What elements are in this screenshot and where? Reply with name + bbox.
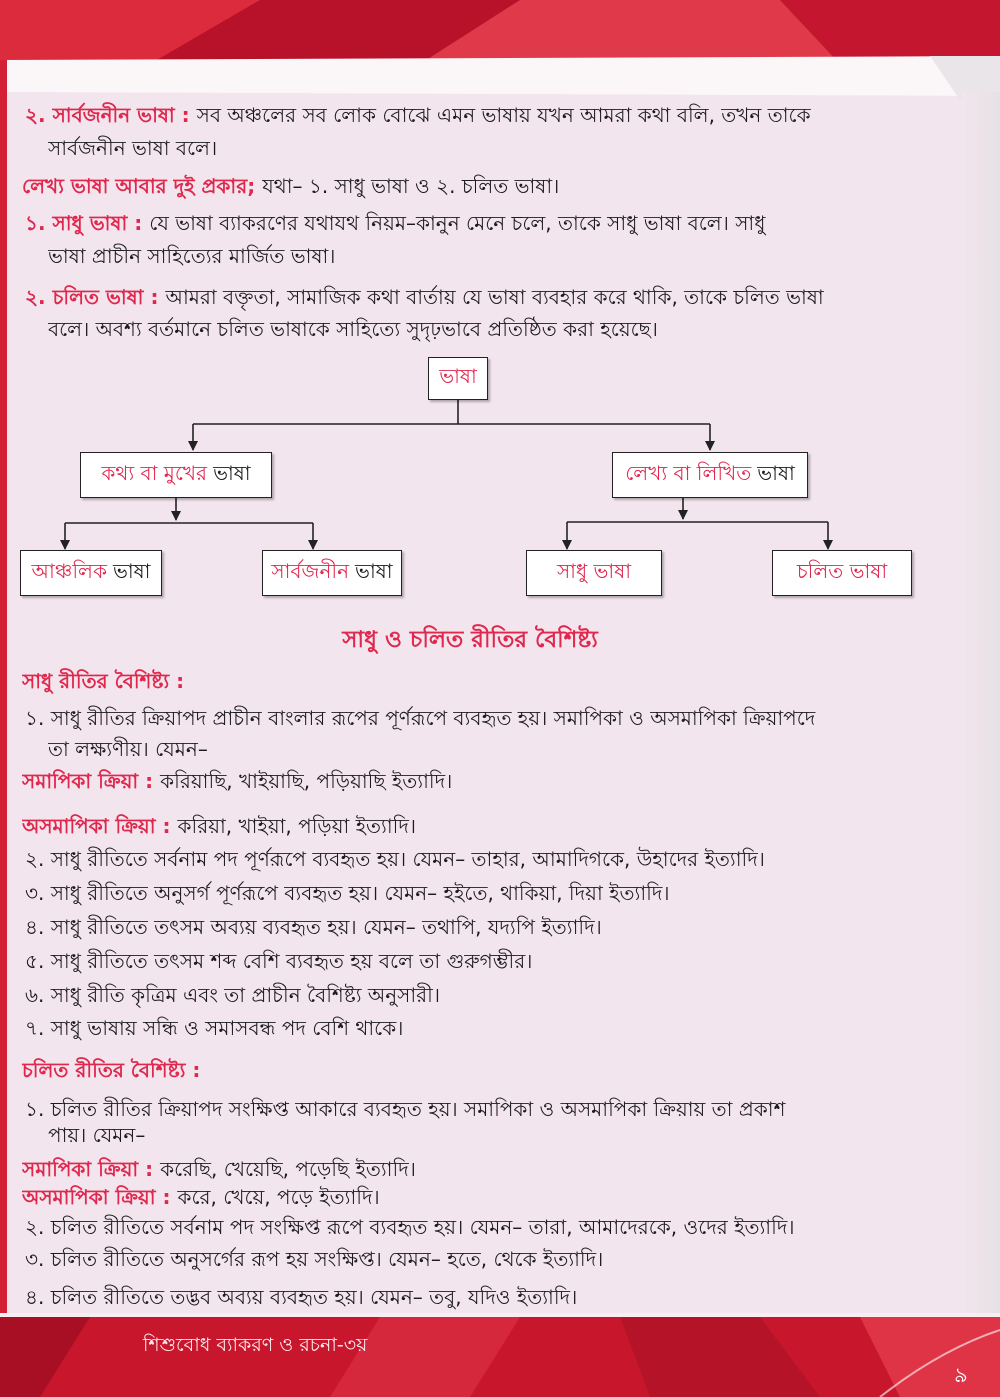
definition-label: ১. সাধু ভাষা : — [25, 211, 143, 235]
box-label: সাধু ভাষা — [556, 558, 632, 583]
definition-text: যে ভাষা ব্যাকরণের যথাযথ নিয়ম–কানুন মেনে চলে, তাকে সাধু ভাষা বলে। সাধু — [149, 211, 766, 235]
sadhu-point-5: ৫. সাধু রীতিতে তৎসম শব্দ বেশি ব্যবহৃত হয় বলে তা গুরুগম্ভীর। — [25, 949, 533, 973]
diagram-regional-box — [20, 550, 162, 596]
sadhu-nonfinite-verb-line — [22, 811, 962, 841]
box-qualifier: কথ্য বা মুখের — [101, 460, 208, 485]
finite-verb-examples: করেছি, খেয়েছি, পড়েছি ইত্যাদি। — [160, 1157, 416, 1181]
sadhu-finite-verb-line — [22, 766, 962, 796]
page-number: ৯ — [954, 1363, 968, 1387]
definition-text: ভাষা প্রাচীন সাহিত্যের মার্জিত ভাষা। — [48, 244, 336, 268]
diagram-spoken-box — [80, 452, 272, 498]
finite-verb-examples: করিয়াছি, খাইয়াছি, পড়িয়াছি ইত্যাদি। — [160, 769, 453, 793]
finite-verb-label: সমাপিকা ক্রিয়া : — [22, 1157, 154, 1181]
sadhu-point-7: ৭. সাধু ভাষায় সন্ধি ও সমাসবন্ধ পদ বেশি থাকে। — [25, 1016, 404, 1040]
definition-text: বলে। অবশ্য বর্তমানে চলিত ভাষাকে সাহিত্যে সুদৃঢ়ভাবে প্রতিষ্ঠিত করা হয়েছে। — [48, 317, 658, 341]
cholito-point-1-line-1: ১. চলিত রীতির ক্রিয়াপদ সংক্ষিপ্ত আকারে ব্যবহৃত হয়। সমাপিকা ও অসমাপিকা ক্রিয়ায় তা প্রকাশ — [25, 1097, 786, 1121]
diagram-written-box — [612, 452, 808, 498]
box-noun: ভাষা — [112, 558, 151, 583]
sadhu-point-6: ৬. সাধু রীতি কৃত্রিম এবং তা প্রাচীন বৈশিষ্ট্য অনুসারী। — [25, 983, 441, 1007]
footer-book-title: শিশুবোধ ব্যাকরণ ও রচনা-৩য় — [143, 1334, 368, 1356]
nonfinite-verb-examples: করিয়া, খাইয়া, পড়িয়া ইত্যাদি। — [177, 814, 417, 838]
definition-text: সার্বজনীন ভাষা বলে। — [48, 136, 218, 160]
diagram-sadhu-box — [526, 550, 662, 596]
definition-text: আমরা বক্তৃতা, সামাজিক কথা বার্তায় যে ভাষা ব্যবহার করে থাকি, তাকে চলিত ভাষা — [165, 285, 824, 309]
diagram-standard-box — [262, 550, 402, 596]
cholito-point-1-line-2: পায়। যেমন– — [48, 1123, 146, 1147]
sadhu-point-2: ২. সাধু রীতিতে সর্বনাম পদ পূর্ণরূপে ব্যবহৃত হয়। যেমন– তাহার, আমাদিগকে, উহাদের ইত্যাদি। — [25, 847, 765, 871]
cholito-point-3: ৩. চলিত রীতিতে অনুসর্গের রূপ হয় সংক্ষিপ্ত। যেমন– হতে, থেকে ইত্যাদি। — [25, 1247, 604, 1271]
nonfinite-verb-label: অসমাপিকা ক্রিয়া : — [22, 1185, 171, 1209]
diagram-root-label: ভাষা — [439, 364, 477, 388]
box-noun: ভাষা — [355, 558, 393, 583]
finite-verb-label: সমাপিকা ক্রিয়া : — [22, 769, 154, 793]
box-qualifier: লেখ্য বা লিখিত — [625, 460, 752, 485]
box-noun: ভাষা — [213, 460, 251, 485]
box-qualifier: আঞ্চলিক — [31, 558, 107, 583]
box-qualifier: সার্বজনীন — [271, 558, 350, 583]
cholito-style-title: চলিত রীতির বৈশিষ্ট্য : — [22, 1058, 201, 1082]
sadhu-point-4: ৪. সাধু রীতিতে তৎসম অব্যয় ব্যবহৃত হয়। যেমন– তথাপি, যদ্যপি ইত্যাদি। — [25, 915, 602, 939]
cholito-nonfinite-verb-line — [22, 1182, 962, 1212]
written-types-text: যথা– ১. সাধু ভাষা ও ২. চলিত ভাষা। — [262, 174, 560, 198]
nonfinite-verb-examples: করে, খেয়ে, পড়ে ইত্যাদি। — [177, 1185, 380, 1209]
section-heading: সাধু ও চলিত রীতির বৈশিষ্ট্য — [342, 627, 598, 653]
sadhu-point-3: ৩. সাধু রীতিতে অনুসর্গ পূর্ণরূপে ব্যবহৃত হয়। যেমন– হইতে, থাকিয়া, দিয়া ইত্যাদি। — [25, 881, 670, 905]
sadhu-point-1-line-1: ১. সাধু রীতির ক্রিয়াপদ প্রাচীন বাংলার রূপের পূর্ণরূপে ব্যবহৃত হয়। সমাপিকা ও অসমাপিকা ক্রিয়াপদে — [25, 706, 816, 730]
definition-label: ২. চলিত ভাষা : — [25, 285, 159, 309]
cholito-point-2: ২. চলিত রীতিতে সর্বনাম পদ সংক্ষিপ্ত রূপে ব্যবহৃত হয়। যেমন– তারা, আমাদেরকে, ওদের ইত্যাদি। — [25, 1215, 795, 1239]
sadhu-style-title: সাধু রীতির বৈশিষ্ট্য : — [22, 669, 185, 693]
language-tree-connectors — [0, 0, 1000, 620]
written-types-label: লেখ্য ভাষা আবার দুই প্রকার; — [22, 174, 256, 198]
box-label: চলিত ভাষা — [796, 558, 888, 583]
diagram-cholito-box — [772, 550, 912, 596]
definition-text: সব অঞ্চলের সব লোক বোঝে এমন ভাষায় যখন আমরা কথা বলি, তখন তাকে — [196, 103, 811, 127]
diagram-root-box — [428, 357, 488, 400]
cholito-finite-verb-line — [22, 1154, 962, 1184]
definition-label: ২. সার্বজনীন ভাষা : — [25, 103, 190, 127]
cholito-point-4: ৪. চলিত রীতিতে তদ্ভব অব্যয় ব্যবহৃত হয়। যেমন– তবু, যদিও ইত্যাদি। — [25, 1285, 578, 1309]
box-noun: ভাষা — [757, 460, 795, 485]
sadhu-point-1-line-2: তা লক্ষ্যণীয়। যেমন– — [48, 737, 208, 761]
nonfinite-verb-label: অসমাপিকা ক্রিয়া : — [22, 814, 171, 838]
